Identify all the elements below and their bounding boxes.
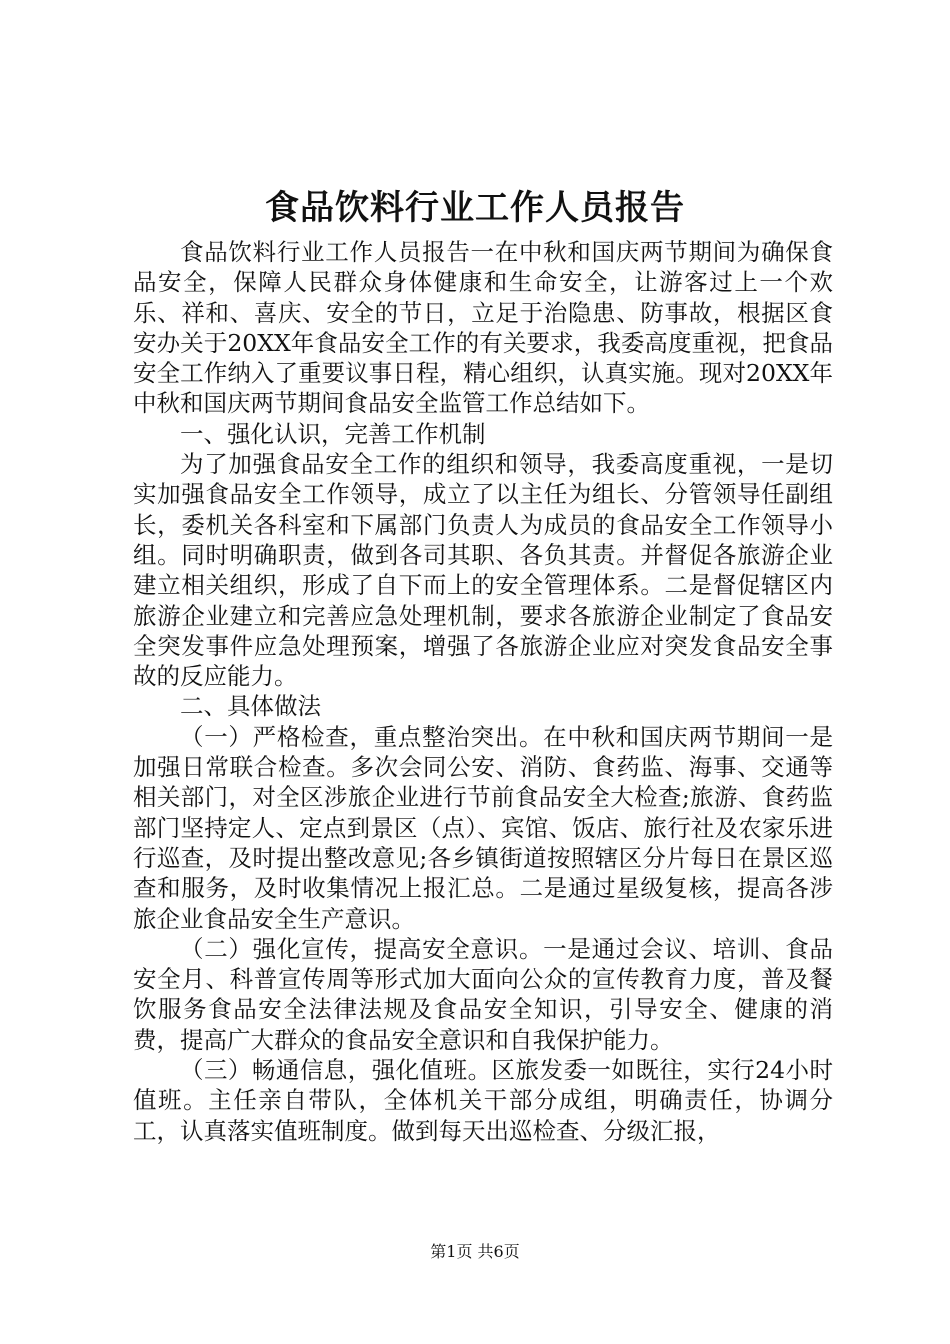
paragraph-intro: 食品饮料行业工作人员报告一在中秋和国庆两节期间为确保食品安全，保障人民群众身体健康和生命安全，让游客过上一个欢乐、祥和、喜庆、安全的节日，立足于治隐患、防事故，根据区食安办关于20XX年食品安全工作的有关要求，我委高度重视，把食品安全工作纳入了重要议事日程，精心组织，认真实施。现对20XX年中秋和国庆两节期间食品安全监管工作总结如下。 [133, 238, 833, 418]
section-heading-2: 二、具体做法 [180, 692, 321, 721]
section-heading-1: 一、强化认识，完善工作机制 [180, 419, 486, 448]
paragraph-section-1: 为了加强食品安全工作的组织和领导，我委高度重视，一是切实加强食品安全工作领导，成立了以主任为组长、分管领导任副组长，委机关各科室和下属部门负责人为成员的食品安全工作领导小组。同时明确职责，做到各司其职、各负其责。并督促各旅游企业建立相关组织，形成了自下而上的安全管理体系。二是督促辖区内旅游企业建立和完善应急处理机制，要求各旅游企业制定了食品安全突发事件应急处理预案，增强了各旅游企业应对突发食品安全事故的反应能力。 [133, 450, 833, 691]
document-title: 食品饮料行业工作人员报告 [265, 188, 685, 228]
paragraph-item-3: （三）畅通信息，强化值班。区旅发委一如既往，实行24小时值班。主任亲自带队，全体机关干部分成组，明确责任，协调分工，认真落实值班制度。做到每天出巡检查、分级汇报， [133, 1056, 833, 1145]
paragraph-item-2: （二）强化宣传，提高安全意识。一是通过会议、培训、食品安全月、科普宣传周等形式加大面向公众的宣传教育力度，普及餐饮服务食品安全法律法规及食品安全知识，引导安全、健康的消费，提高广大群众的食品安全意识和自我保护能力。 [133, 934, 833, 1054]
page-number-footer: 第1页 共6页 [430, 1242, 520, 1261]
document-body [133, 237, 833, 1146]
paragraph-item-1: （一）严格检查，重点整治突出。在中秋和国庆两节期间一是加强日常联合检查。多次会同公安、消防、食药监、海事、交通等相关部门，对全区涉旅企业进行节前食品安全大检查;旅游、食药监部门坚持定人、定点到景区（点）、宾馆、饭店、旅行社及农家乐进行巡查，及时提出整改意见;各乡镇街道按照辖区分片每日在景区巡查和服务，及时收集情况上报汇总。二是通过星级复核，提高各涉旅企业食品安全生产意识。 [133, 722, 833, 933]
